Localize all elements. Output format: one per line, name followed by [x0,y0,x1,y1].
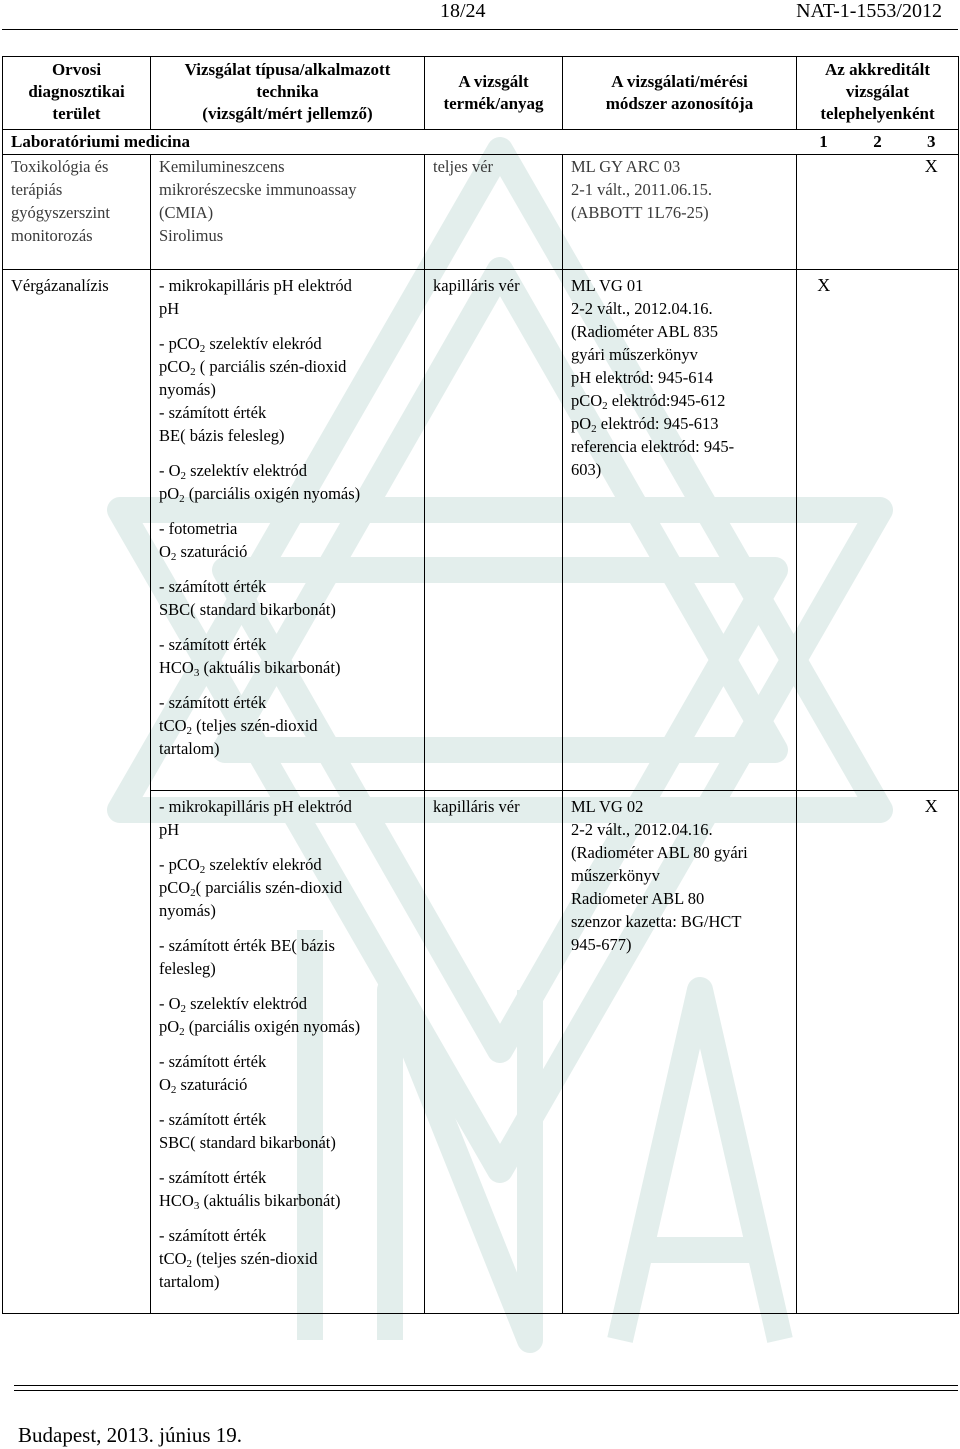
method-cell: ML GY ARC 03 2-1 vált., 2011.06.15. (ABBOTT 1L76-25) [563,155,797,270]
footer-place-date: Budapest, 2013. június 19. [18,1423,242,1447]
header-rule [2,29,958,30]
site-3-cell [905,270,959,791]
col-header-type: Vizsgálat típusa/alkalmazott technika (vizsgált/mért jellemző) [151,57,425,130]
table-row [3,791,959,1314]
col-header-method: A vizsgálati/mérési módszer azonosítója [563,57,797,130]
type-cell: - mikrokapilláris pH elektród pH - pCO$_2$ szelektív elekród pCO$_2$( parciális szén-dioxid nyomás) - számított érték BE( bázis felesleg) - $O_2$ szelektív elektród $pO_2$ (parciális oxigén nyomás) - számított érték $O_2$ szaturáció - számított érték SBC( standard bikarbonát) - számított érték $HCO_3$ (aktuális bikarbonát) - számított érték tCO$_2$ (teljes szén-dioxid tartalom) [151,791,425,1314]
material-cell: teljes vér [425,155,563,270]
site-1-cell [797,155,851,270]
site-2-cell [851,270,905,791]
section-label: Laboratóriumi medicina [3,130,797,155]
area-cell: Vérgázanalízis [3,270,151,791]
area-cell: Toxikológia és terápiás gyógyszerszint monitorozás [3,155,151,270]
table-row [3,270,959,791]
column-header-row [3,57,959,130]
area-cell [3,791,151,1314]
site-3-mark: X [905,155,959,270]
footer-rule-thin [14,1390,958,1391]
col-header-area: Orvosi diagnosztikai terület [3,57,151,130]
footer-rule [14,1385,958,1386]
col-header-material: A vizsgált termék/anyag [425,57,563,130]
site-number-2: 2 [851,130,905,155]
site-number-1: 1 [797,130,851,155]
accreditation-table [2,56,959,1314]
table-row [3,155,959,270]
site-1-mark: X [797,270,851,791]
material-cell: kapilláris vér [425,270,563,791]
page-number: 18/24 [440,0,486,22]
method-cell: ML VG 02 2-2 vált., 2012.04.16. (Radiométer ABL 80 gyári műszerkönyv Radiometer ABL 80 szenzor kazetta: BG/HCT 945-677) [563,791,797,1314]
site-2-cell [851,155,905,270]
col-header-site: Az akkreditált vizsgálat telephelyenként [797,57,959,130]
site-3-mark: X [905,791,959,1314]
section-row-laboratory-medicine [3,130,959,155]
site-1-cell [797,791,851,1314]
type-cell: - mikrokapilláris pH elektród pH - pCO$_2$ szelektív elekród pCO$_2$ ( parciális szén-dioxid nyomás) - számított érték BE( bázis felesleg) - $O_2$ szelektív elektród $pO_2$ (parciális oxigén nyomás) - fotometria $O_2$ szaturáció - számított érték SBC( standard bikarbonát) - számított érték $HCO_3$ (aktuális bikarbonát) - számított érték tCO$_2$ (teljes szén-dioxid tartalom) [151,270,425,791]
material-cell: kapilláris vér [425,791,563,1314]
document-id: NAT-1-1553/2012 [796,0,942,22]
site-2-cell [851,791,905,1314]
site-number-3: 3 [905,130,959,155]
method-cell: ML VG 01 2-2 vált., 2012.04.16. (Radiométer ABL 835 gyári műszerkönyv pH elektród: 945-614 pCO$_2$ elektród:945-612 $pO_2$ elektród: 945-613 referencia elektród: 945- 603) [563,270,797,791]
type-cell: Kemilumineszcens mikrorészecske immunoassay (CMIA) Sirolimus [151,155,425,270]
